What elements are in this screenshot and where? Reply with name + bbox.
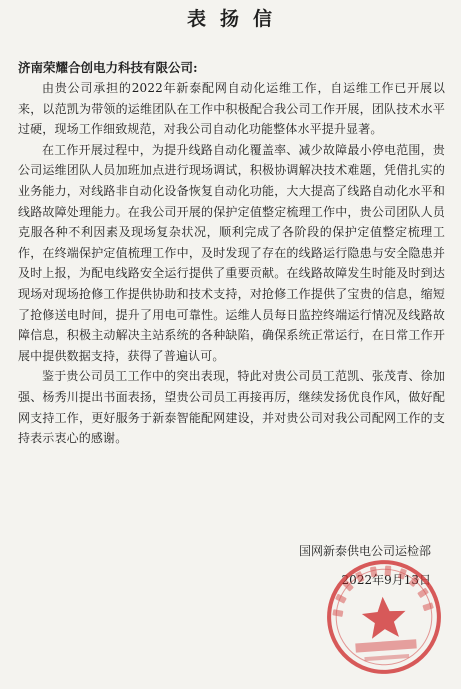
letter-addressee: 济南荣耀合创电力科技有限公司:	[18, 60, 198, 75]
seal-text-band	[355, 639, 416, 652]
letter-paragraph-2: 在工作开展过程中，为提升线路自动化覆盖率、减少故障最小停电范围，贵公司运维团队人员加班加点进行现场调试，积极协调解决技术难题，凭借扎实的业务能力，对线路非自动化设备恢复自动化功能，大大提高了线路自动化水平和线路故障处理能力。在我公司开展的保护定值整定梳理工作中，贵公司团队人员克服各种不利因素及现场复杂状况，顺利完成了各阶段的保护定值整定梳理工作，在终端保护定值梳理工作中，及时发现了存在的线路运行隐患与安全隐患并及时上报，为配电线路安全运行提供了重要贡献。在线路故障发生时能及时到达现场对现场抢修工作提供协助和技术支持，对抢修工作提供了宝贵的信息，缩短了抢修送电时间，提升了用电可靠性。运维人员每日监控终端运行情况及线路故障信息，积极主动解决主站系统的各种缺陷，确保系统正常运行，在日常工作开展中提供数据支持，获得了普遍认可。	[18, 142, 445, 363]
seal-serial-band	[364, 654, 409, 661]
letter-paragraph-3: 鉴于贵公司员工工作中的突出表现，特此对贵公司员工范凯、张茂青、徐加强、杨秀川提出书面表扬，望贵公司员工再接再厉，继续发扬优良作风，做好配网支持工作，更好服务于新泰智能配网建设，并对贵公司对我公司配网工作的支持表示衷心的感谢。	[18, 369, 445, 446]
official-seal	[319, 552, 449, 682]
signature-date: 2022年9月13日	[341, 573, 431, 587]
letter-title: 表扬信	[186, 8, 286, 30]
star-icon	[361, 595, 407, 639]
signature-organization: 国网新泰供电公司运检部	[298, 544, 431, 558]
letter-paragraph-1: 由贵公司承担的2022年新泰配网自动化运维工作，自运维工作已开展以来，以范凯为带领的运维团队在工作中积极配合我公司工作开展，团队技术水平过硬，现场工作细致规范，对我公司自动化功能整体水平提升显著。	[18, 81, 445, 137]
